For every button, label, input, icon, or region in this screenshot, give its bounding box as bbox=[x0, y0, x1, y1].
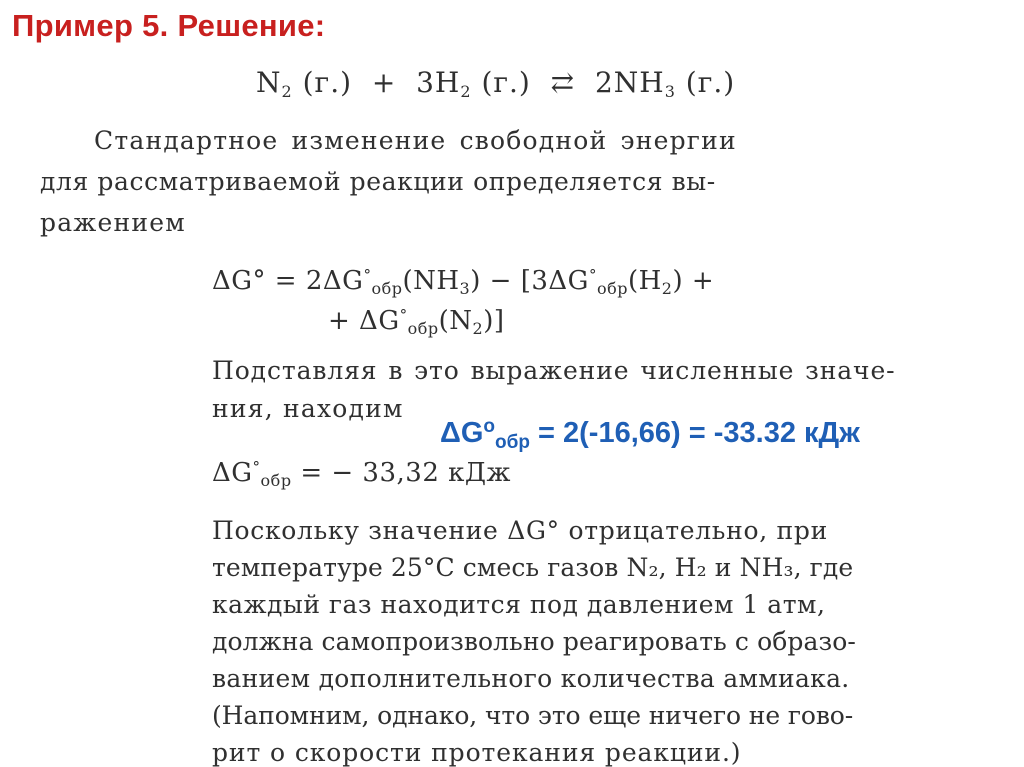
intro-line-2: для рассматриваемой реакции определяется вы- bbox=[40, 167, 716, 196]
conclusion-line-6: (Напомним, однако, что это еще ничего не гово- bbox=[212, 701, 854, 730]
intro-line-1: Стандартное изменение свободной энергии bbox=[94, 126, 737, 155]
reaction-equation: $N_2$ $(г.) + 3H_2$ (г.) ⇄ $2NH_3$ (г.) bbox=[256, 66, 736, 101]
conclusion-line-7: рит о скорости протекания реакции.) bbox=[212, 738, 742, 767]
printed-result: $\Delta G^\circ_{обр}$ = − 33,32 кДж bbox=[212, 458, 511, 490]
conclusion-line-4: должна самопроизвольно реагировать с образо- bbox=[212, 627, 856, 656]
equilibrium-arrow: ⇄ bbox=[550, 66, 576, 99]
free-energy-formula-line-1: $\Delta G^\circ = 2\Delta G^\circ_{обр}(NH_3) - [3\Delta G^\circ_{обр}(H_2)$ + bbox=[212, 266, 715, 298]
conclusion-line-3: каждый газ находится под давлением 1 атм, bbox=[212, 590, 826, 619]
conclusion-line-1: Поскольку значение ΔG° отрицательно, при bbox=[212, 516, 828, 545]
conclusion-line-2: температуре 25°C смесь газов N₂, H₂ и NH₃, где bbox=[212, 553, 854, 582]
substitute-line-2: ния, находим bbox=[212, 394, 404, 423]
computed-result-annotation: $\Delta G^о_{обр} = 2(-16,66) = -33.32$ кДж bbox=[440, 416, 860, 453]
slide-title: Пример 5. Решение: bbox=[12, 8, 326, 43]
free-energy-formula-line-2: + $\Delta G^\circ_{обр}(N_2)$] bbox=[328, 306, 505, 338]
intro-line-3: ражением bbox=[40, 208, 186, 237]
conclusion-line-5: ванием дополнительного количества аммиака. bbox=[212, 664, 850, 693]
substitute-line-1: Подставляя в это выражение численные значе- bbox=[212, 356, 896, 385]
